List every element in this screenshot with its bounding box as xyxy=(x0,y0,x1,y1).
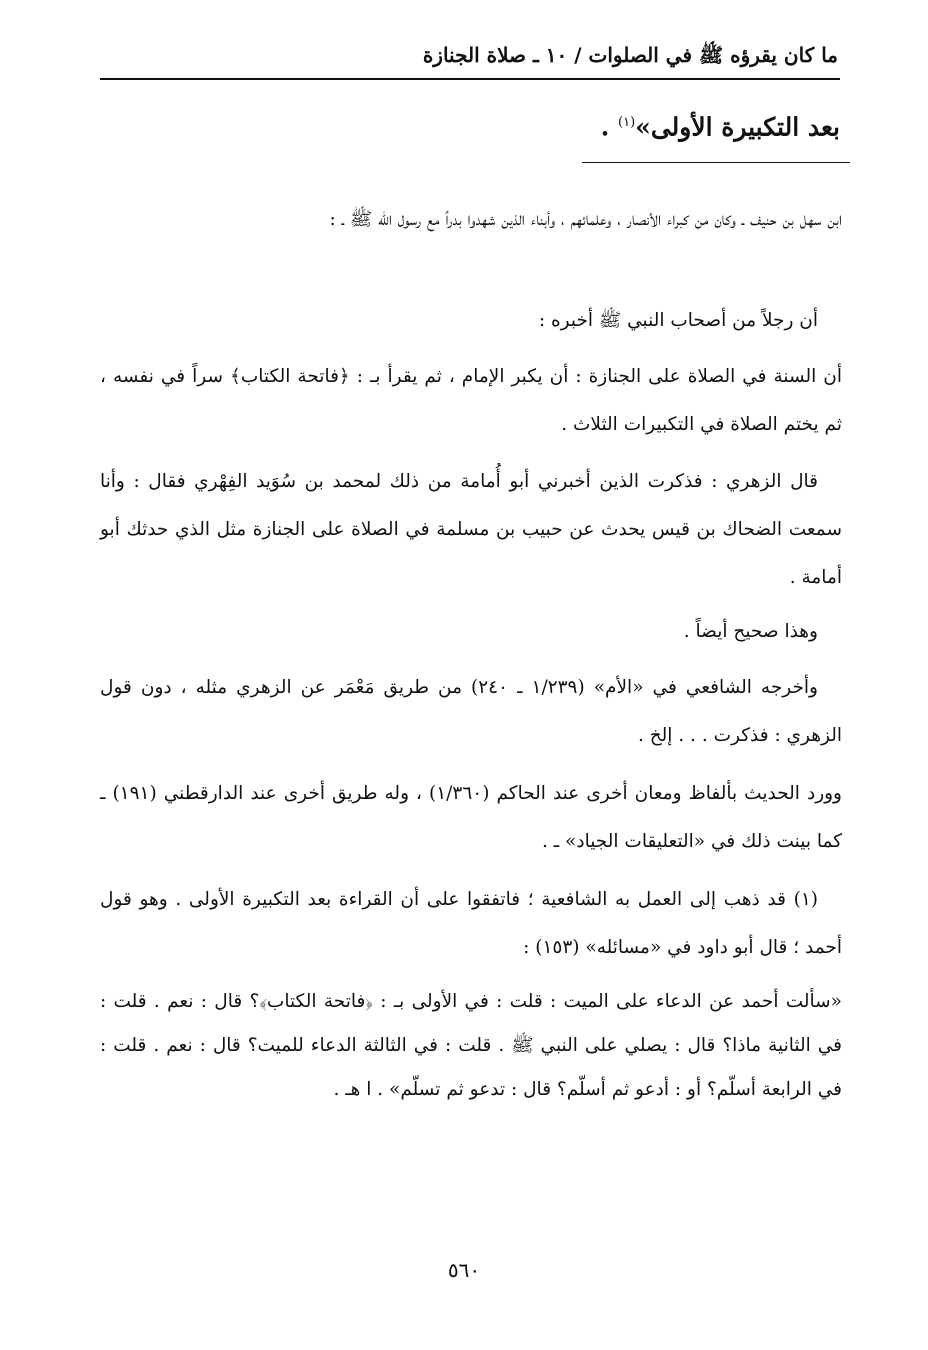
heading-rule xyxy=(582,162,850,163)
footnote-quote: «سألت أحمد عن الدعاء على الميت : قلت : في الأولى بـ : ﴿فاتحة الكتاب﴾؟ قال : نعم . قلت : في الثانية ماذا؟ قال : يصلي على النبي ﷺ . قلت : في الثالثة الدعاء للميت؟ قال : نعم . قلت : في الرابعة أسلّم؟ أو : أدعو ثم أسلّم؟ قال : تدعو ثم تسلّم» . ا هـ . xyxy=(100,991,842,1100)
paragraph-4: قال الزهري : فذكرت الذين أخبرني أبو أُمامة من ذلك لمحمد بن سُوَيد الفِهْري فقال : وأنا سمعت الضحاك بن قيس يحدث عن حبيب بن مسلمة في الصلاة على الجنازة مثل الذي حدثك أبو أمامة . xyxy=(100,471,842,588)
paragraph-6: وأخرجه الشافعي في «الأم» (١/٢٣٩ ـ ٢٤٠) من طريق مَعْمَر عن الزهري مثله ، دون قول الزهري : فذكرت . . . إلخ . xyxy=(100,677,842,746)
footnote-marker: (١) xyxy=(618,115,636,130)
paragraph-1: ابن سهل بن حنيف ـ وكان من كبراء الأنصار ، وعلمائهم ، وأبناء الذين شهدوا بدراً مع رسول الله ﷺ ـ : xyxy=(329,209,842,230)
paragraph-5: وهذا صحيح أيضاً . xyxy=(683,621,818,642)
paragraph-2: أن رجلاً من أصحاب النبي ﷺ أخبره : xyxy=(538,310,818,331)
heading-end: . xyxy=(600,112,619,142)
paragraph-3: أن السنة في الصلاة على الجنازة : أن يكبر الإمام ، ثم يقرأ بـ : ﴿فاتحة الكتاب﴾ سراً في نفسه ، ثم يختم الصلاة في التكبيرات الثلاث . xyxy=(100,366,842,435)
heading-text: بعد التكبيرة الأولى» xyxy=(635,112,840,142)
page-number: ٥٦٠ xyxy=(447,1258,481,1282)
header-rule xyxy=(100,78,840,80)
running-head: ما كان يقرؤه ﷺ في الصلوات / ١٠ ـ صلاة الجنازة xyxy=(422,43,838,67)
footnote-1: (١) قد ذهب إلى العمل به الشافعية ؛ فاتفقوا على أن القراءة بعد التكبيرة الأولى . وهو قول أحمد ؛ قال أبو داود في «مسائله» (١٥٣) : xyxy=(100,889,842,958)
section-heading xyxy=(110,103,840,147)
paragraph-7: وورد الحديث بألفاظ ومعان أخرى عند الحاكم (١/٣٦٠) ، وله طريق أخرى عند الدارقطني (١٩١) ـ كما بينت ذلك في «التعليقات الجياد» ـ . xyxy=(100,783,842,852)
